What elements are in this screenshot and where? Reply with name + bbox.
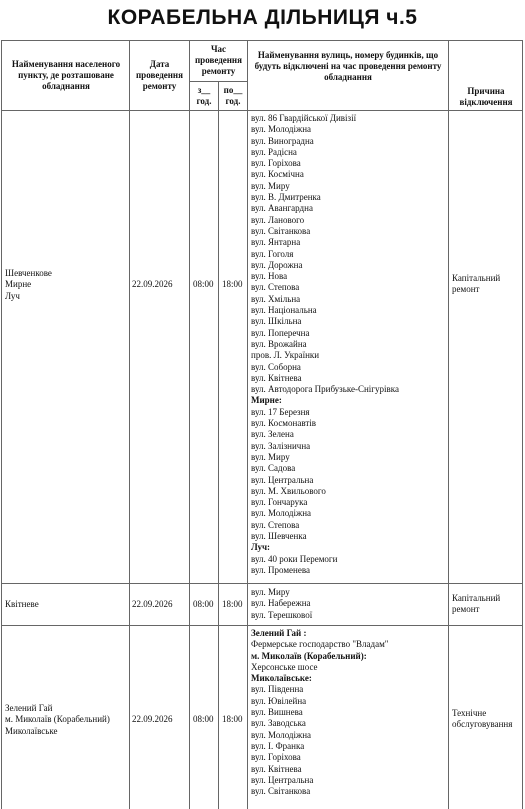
locality-heading: Зелений Гай : (251, 628, 307, 638)
row1-streets (251, 113, 399, 576)
street-item: вул. Квітнева (251, 372, 302, 383)
header-date: Дата проведення ремонту (136, 58, 183, 91)
street-item: вул. М. Хвильового (251, 485, 326, 496)
locality-heading: Миколаївське: (251, 673, 312, 684)
row-divider-1 (1, 583, 523, 584)
street-item: вул. Виноградна (251, 135, 314, 146)
row3-streets (251, 628, 388, 797)
street-item: вул. Горіхова (251, 158, 301, 169)
col-line-time (189, 40, 190, 809)
street-item: вул. Садова (251, 463, 296, 474)
street-item: вул. Заводська (251, 718, 306, 729)
street-item: вул. Терешкової (251, 609, 313, 620)
row3-time-to: 18:00 (222, 714, 243, 724)
street-item: вул. Ювілейна (251, 695, 307, 706)
street-item: вул. Світанкова (251, 225, 311, 236)
row1-time-from: 08:00 (193, 279, 214, 289)
locality-heading: м. Миколаїв (Корабельний): (251, 650, 367, 661)
row2-reason (452, 593, 500, 616)
row3-date: 22.09.2026 (132, 714, 173, 724)
street-item: вул. Шкільна (251, 316, 302, 327)
street-item: вул. Променева (251, 564, 310, 575)
locality-name: Мирне (5, 279, 32, 290)
street-item: вул. Квітнева (251, 763, 302, 774)
street-item: вул. Космонавтів (251, 418, 317, 429)
street-item: вул. Дорожна (251, 259, 303, 270)
street-item: вул. Горіхова (251, 752, 301, 763)
locality-name: Квітневе (5, 599, 39, 609)
row1-date: 22.09.2026 (132, 279, 173, 289)
header-reason-bottom (448, 110, 523, 111)
col-line-date (129, 40, 130, 809)
row2-localities (5, 599, 39, 610)
header-time: Час проведення ремонту (195, 44, 242, 76)
col-line-reason (448, 40, 449, 809)
locality-name: м. Миколаїв (Корабельний) (5, 714, 110, 725)
street-item: вул. Янтарна (251, 237, 301, 248)
header-streets: Найменування вулиць, номеру будинків, що будуть відключені на час проведення ремонту обладнання (254, 49, 442, 82)
street-item: вул. Південна (251, 684, 304, 695)
reason-line: ремонт (452, 604, 480, 615)
street-item: вул. Молодіжна (251, 124, 312, 135)
header-time-to: по__ год. (223, 84, 243, 106)
street-item: вул. І. Франка (251, 740, 305, 751)
street-item: вул. Гоголя (251, 248, 294, 259)
street-item: вул. Зелена (251, 429, 294, 440)
row2-time-to: 18:00 (222, 599, 243, 609)
street-item: вул. 17 Березня (251, 406, 310, 417)
row3-time-from: 08:00 (193, 714, 214, 724)
col-line-right (522, 40, 523, 809)
reason-line: Капітальний (452, 593, 501, 603)
street-item: пров. Л. Українки (251, 350, 320, 361)
street-item: вул. Радісна (251, 146, 297, 157)
street-item: Херсонське шосе (251, 661, 318, 672)
street-item: вул. Національна (251, 305, 317, 316)
street-item: вул. Центральна (251, 774, 314, 785)
street-item: вул. Нова (251, 271, 288, 282)
street-item: вул. Гончарука (251, 497, 308, 508)
row-divider-2 (1, 625, 523, 626)
street-item: вул. Ланового (251, 214, 305, 225)
street-item: вул. Поперечна (251, 327, 310, 338)
col-line-time-mid (218, 81, 219, 809)
street-item: вул. Центральна (251, 474, 314, 485)
street-item: вул. Молодіжна (251, 729, 312, 740)
street-item: вул. В. Дмитренка (251, 192, 321, 203)
street-item: вул. Набережна (251, 598, 311, 609)
header-locality: Найменування населеного пункту, де розташоване обладнання (11, 58, 121, 91)
street-item: вул. 40 роки Перемоги (251, 553, 338, 564)
row3-reason (452, 708, 512, 731)
locality-name: Луч (5, 290, 20, 301)
street-item: вул. Молодіжна (251, 508, 312, 519)
row1-time-to: 18:00 (222, 279, 243, 289)
street-item: вул. Залізнична (251, 440, 311, 451)
street-item: Фермерське господарство "Владам" (251, 639, 389, 650)
page-title: КОРАБЕЛЬНА ДІЛЬНИЦЯ ч.5 (107, 6, 418, 29)
col-line-left (1, 40, 2, 809)
header-reason: Причина відключення (459, 85, 513, 107)
reason-line: обслуговування (452, 719, 513, 730)
header-bottom-divider (1, 110, 448, 111)
row2-streets (251, 587, 312, 621)
street-item: вул. Миру (251, 587, 290, 597)
street-item: вул. Вишнева (251, 707, 303, 718)
street-item: вул. Авангардна (251, 203, 313, 214)
row2-time-from: 08:00 (193, 599, 214, 609)
locality-name: Зелений Гай (5, 703, 53, 713)
row3-localities (5, 703, 110, 737)
locality-heading: Луч: (251, 542, 271, 553)
street-item: вул. Автодорога Прибузьке-Снігурівка (251, 384, 399, 395)
street-item: вул. Степова (251, 519, 300, 530)
reason-line: Капітальний (452, 273, 501, 283)
street-item: вул. Світанкова (251, 786, 311, 797)
street-item: вул. Миру (251, 180, 290, 191)
row1-localities (5, 268, 52, 302)
reason-line: ремонт (452, 284, 480, 295)
row2-date: 22.09.2026 (132, 599, 173, 609)
street-item: вул. 86 Гвардійської Дивізії (251, 113, 357, 123)
street-item: вул. Космічна (251, 169, 304, 180)
locality-name: Шевченкове (5, 268, 52, 278)
reason-line: Технічне (452, 708, 487, 718)
locality-name: Миколаївське (5, 725, 58, 736)
street-item: вул. Миру (251, 451, 290, 462)
col-line-streets (247, 40, 248, 809)
row1-reason (452, 273, 500, 296)
street-item: вул. Врожайна (251, 338, 307, 349)
street-item: вул. Шевченка (251, 530, 307, 541)
street-item: вул. Хмільна (251, 293, 301, 304)
street-item: вул. Соборна (251, 361, 301, 372)
street-item: вул. Степова (251, 282, 300, 293)
header-time-from: з__ год. (196, 84, 212, 106)
locality-heading: Мирне: (251, 395, 282, 406)
